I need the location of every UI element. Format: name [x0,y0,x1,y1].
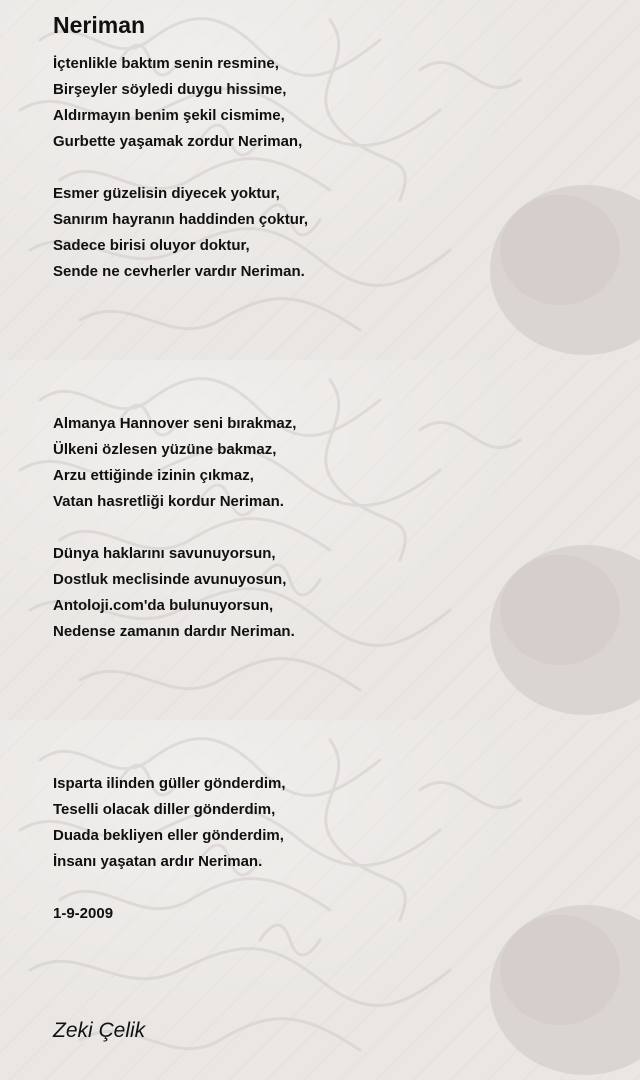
poem-line: Duada bekliyen eller gönderdim, [53,827,284,844]
poem-line: Dostluk meclisinde avunuyosun, [53,571,287,588]
poem-line: Sende ne cevherler vardır Neriman. [53,263,305,280]
stanza-4 [53,541,295,645]
stanza-5 [53,771,286,875]
poem-line: İçtenlikle baktım senin resmine, [53,55,279,72]
poem-line: Arzu ettiğinde izinin çıkmaz, [53,467,254,484]
stanza-3 [53,411,296,515]
poem-line: Vatan hasretliği kordur Neriman. [53,493,284,510]
stanza-1 [53,51,302,155]
poem-line: Sanırım hayranın haddinden çoktur, [53,211,309,228]
poem-line: Ülkeni özlesen yüzüne bakmaz, [53,441,277,458]
poem-line: Teselli olacak diller gönderdim, [53,801,276,818]
poem-line: Birşeyler söyledi duygu hissime, [53,81,287,98]
poem-line: Esmer güzelisin diyecek yoktur, [53,185,280,202]
poem-line: Nedense zamanın dardır Neriman. [53,623,295,640]
poem-line: Antoloji.com'da bulunuyorsun, [53,597,274,614]
poem-line: Aldırmayın benim şekil cismime, [53,107,285,124]
poem-line: Gurbette yaşamak zordur Neriman, [53,133,303,150]
poem-line: Sadece birisi oluyor doktur, [53,237,250,254]
poem-line: İnsanı yaşatan ardır Neriman. [53,853,263,870]
stanza-2 [53,181,308,285]
poem-line: Isparta ilinden güller gönderdim, [53,775,286,792]
poem-date: 1-9-2009 [53,905,114,922]
poem-title: Neriman [53,12,146,38]
poem-line: Dünya haklarını savunuyorsun, [53,545,276,562]
poem-line: Almanya Hannover seni bırakmaz, [53,415,297,432]
poem-author: Zeki Çelik [53,1019,146,1042]
